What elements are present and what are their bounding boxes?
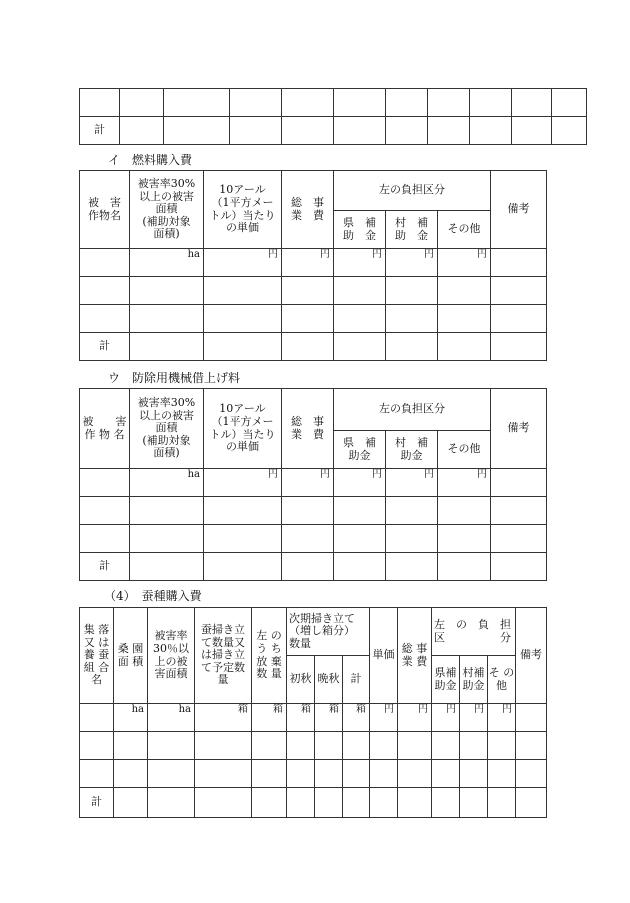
header-notes: 備考 [491, 389, 547, 469]
total-row [80, 333, 547, 361]
total-label: 計 [80, 117, 120, 145]
header-total-cost: 総 事 業 費 [282, 171, 334, 249]
section-title-silkworm: （4） 蚕種購入費 [104, 589, 202, 603]
unit-cell: 円 [460, 704, 488, 732]
header-village-subsidy: 村補 助金 [460, 656, 488, 704]
table-row [80, 277, 547, 305]
unit-cell: 円 [204, 249, 282, 277]
table-row [80, 525, 547, 553]
header-area: 被害率30% 以上の被害 面積 (補助対象 面積) [130, 171, 204, 249]
header-notes: 備考 [516, 608, 547, 704]
unit-cell: 円 [398, 704, 432, 732]
unit-cell: 円 [370, 704, 398, 732]
unit-cell: 円 [334, 469, 386, 497]
unit-cell: 箱 [252, 704, 287, 732]
header-total-cost: 総 事 業 費 [282, 389, 334, 469]
total-row [80, 117, 587, 145]
total-row [80, 788, 547, 818]
header-late-autumn: 晩秋 [315, 656, 343, 704]
header-other: そ の 他 [488, 656, 516, 704]
header-burden: 左 の 負 担 区 分 [432, 608, 516, 656]
unit-cell: 円 [488, 704, 516, 732]
header-notes: 備考 [491, 171, 547, 249]
machine-rental-table [79, 388, 547, 581]
unit-cell: 箱 [315, 704, 343, 732]
unit-cell: 円 [386, 249, 438, 277]
header-crop: 被 害 作物名 [80, 171, 130, 249]
unit-cell: 円 [282, 249, 334, 277]
header-pref-subsidy: 県 補 助金 [334, 431, 386, 469]
table-row [80, 732, 547, 760]
unit-cell: ha [130, 469, 204, 497]
header-unit-price: 10アール （1平方メー トル）当たり の単価 [204, 171, 282, 249]
unit-cell: 円 [204, 469, 282, 497]
unit-row [80, 704, 547, 732]
top-continuation-table [79, 88, 587, 145]
header-village-subsidy: 村 補 助金 [386, 431, 438, 469]
unit-cell: ha [148, 704, 195, 732]
header-sum: 計 [343, 656, 370, 704]
header-total-cost: 総 事 業 費 [398, 608, 432, 704]
header-next-quantity: 次期掃き立て （増し箱分） 数量 [287, 608, 370, 656]
unit-cell: 円 [386, 469, 438, 497]
header-pref-subsidy: 県 補 助 金 [334, 211, 386, 249]
table-row [80, 760, 547, 788]
table-row [80, 305, 547, 333]
header-unit-price: 10アール （1平方メー トル）当たり の単価 [204, 389, 282, 469]
header-group: 集 落 又 は 養 蚕 組 合 名 [80, 608, 114, 704]
unit-cell: 箱 [195, 704, 252, 732]
unit-cell: 箱 [287, 704, 315, 732]
unit-cell: 円 [334, 249, 386, 277]
header-crop: 被 害 作 物 名 [80, 389, 130, 469]
header-village-subsidy: 村 補 助 金 [386, 211, 438, 249]
header-damage-area: 被害率 30％以 上の被 害面積 [148, 608, 195, 704]
header-abandoned-quantity: 左 の う ち 放 棄 数 量 [252, 608, 287, 704]
unit-cell: 円 [282, 469, 334, 497]
total-row [80, 553, 547, 581]
total-label: 計 [80, 788, 114, 818]
total-label: 計 [80, 333, 130, 361]
unit-cell: 箱 [343, 704, 370, 732]
fuel-purchase-table [79, 170, 547, 361]
total-label: 計 [80, 553, 130, 581]
section-title-machine: ウ 防除用機械借上げ料 [108, 371, 241, 385]
header-mulberry-area: 桑 園 面 積 [114, 608, 148, 704]
unit-cell: 円 [438, 249, 491, 277]
table-row [80, 89, 587, 117]
header-area: 被害率30% 以上の被害 面積 (補助対象 面積) [130, 389, 204, 469]
unit-row [80, 469, 547, 497]
header-planned-quantity: 蚕掃き立 て数量又 は掃き立 て予定数 量 [195, 608, 252, 704]
unit-cell: ha [130, 249, 204, 277]
unit-cell: ha [114, 704, 148, 732]
header-burden: 左の負担区分 [334, 389, 491, 431]
header-other: その他 [438, 211, 491, 249]
unit-cell: 円 [438, 469, 491, 497]
header-burden: 左の負担区分 [334, 171, 491, 211]
header-pref-subsidy: 県補 助金 [432, 656, 460, 704]
silkworm-egg-table [79, 607, 547, 818]
unit-cell: 円 [432, 704, 460, 732]
table-row [80, 497, 547, 525]
unit-row [80, 249, 547, 277]
header-other: その他 [438, 431, 491, 469]
header-unit-price: 単価 [370, 608, 398, 704]
header-early-autumn: 初秋 [287, 656, 315, 704]
section-title-fuel: イ 燃料購入費 [108, 153, 193, 167]
